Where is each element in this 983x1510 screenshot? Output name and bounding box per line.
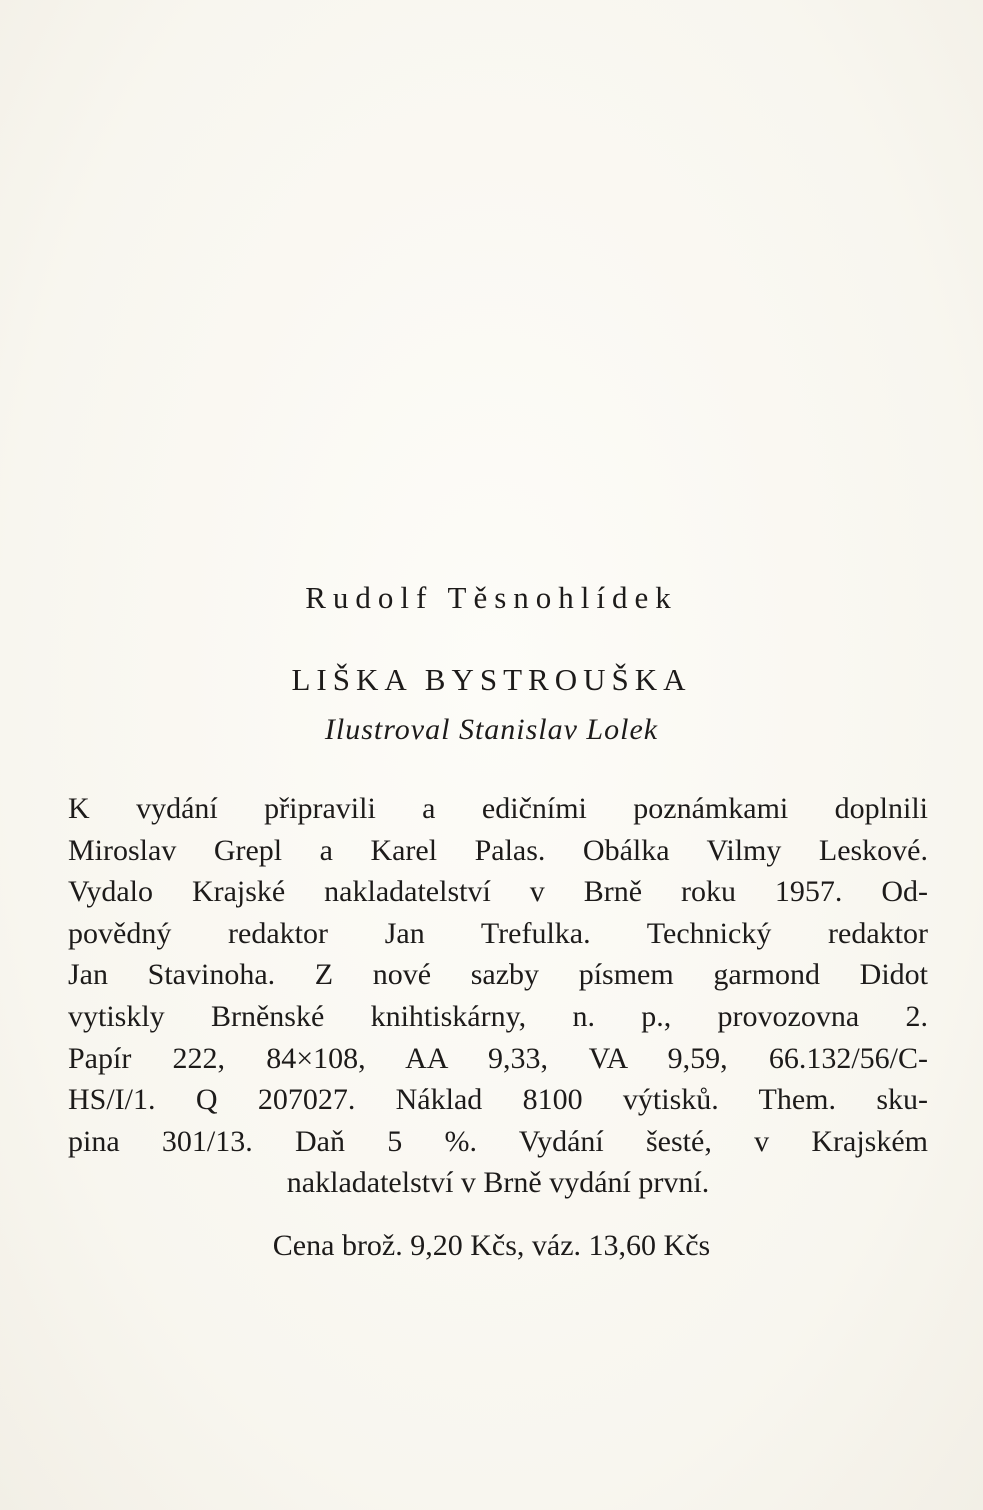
colophon-line: pina 301/13. Daň 5 %. Vydání šesté, v Krajském bbox=[68, 1124, 928, 1158]
author-name: Rudolf Těsnohlídek bbox=[305, 580, 678, 615]
colophon-line: Vydalo Krajské nakladatelství v Brně roku 1957. Od- bbox=[68, 875, 928, 909]
colophon-line: K vydání připravili a edičními poznámkami doplnili bbox=[68, 792, 928, 825]
colophon-line: Jan Stavinoha. Z nové sazby písmem garmond Didot bbox=[68, 958, 928, 992]
book-title: LIŠKA BYSTROUŠKA bbox=[291, 662, 692, 697]
colophon-line: povědný redaktor Jan Trefulka. Technický redaktor bbox=[68, 916, 928, 950]
illustrator-credit: Ilustroval Stanislav Lolek bbox=[324, 713, 659, 746]
colophon-line: Miroslav Grepl a Karel Palas. Obálka Vilmy Leskové. bbox=[68, 833, 928, 867]
colophon-line: HS/I/1. Q 207027. Náklad 8100 výtisků. Them. sku- bbox=[68, 1083, 928, 1117]
price-line: Cena brož. 9,20 Kčs, váz. 13,60 Kčs bbox=[272, 1229, 711, 1262]
colophon-line: vytiskly Brněnské knihtiskárny, n. p., provozovna 2. bbox=[68, 999, 928, 1033]
colophon-line: nakladatelství v Brně vydání první. bbox=[286, 1166, 710, 1200]
colophon-line: Papír 222, 84×108, AA 9,33, VA 9,59, 66.132/56/C- bbox=[68, 1041, 928, 1075]
colophon-text bbox=[68, 788, 928, 1204]
